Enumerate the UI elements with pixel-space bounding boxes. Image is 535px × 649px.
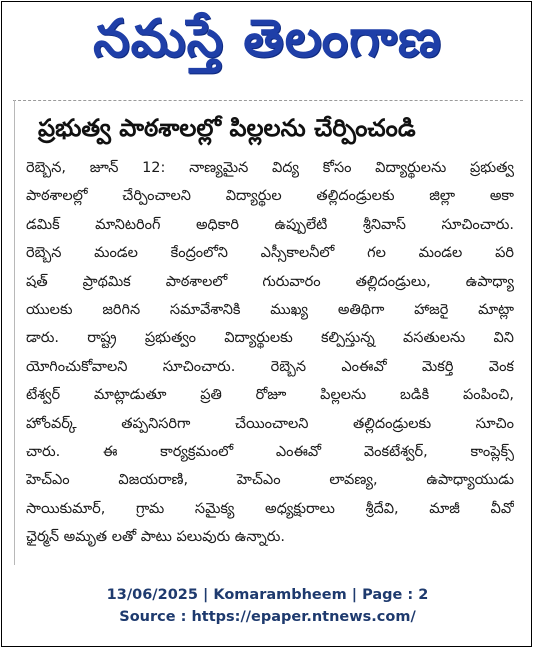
article-body [26,154,514,551]
article-line: యులకు జరిగిన సమావేశానికి ముఖ్య అతిథిగా హాజరై మాట్లా [26,301,514,318]
clipped-next-article-text [110,560,370,567]
article-line: సాయికుమార్, గ్రామ సమైక్య అధ్యక్షురాలు శ్రీదేవి, మాజీ వీవో [26,500,514,517]
article-line: డారు. రాష్ట్ర ప్రభుత్వం విద్యార్థులకు కల్పిస్తున్న వసతులను విని [26,330,514,347]
source-credit: Source : https://epaper.ntnews.com/ [119,609,416,625]
article-line: టేశ్వర్ మాట్లాడుతూ ప్రతి రోజూ పిల్లలను బడికి పంపించి, [26,387,514,404]
article-line: ఛైర్మన్ అమృత లతో పాటు పలువురు ఉన్నారు. [26,529,285,546]
article-line: షత్ ప్రాథమిక పాఠశాలలో గురువారం తల్లిదండ్రులు, ఉపాధ్యా [26,273,514,290]
article-line: పాఠశాలల్లో చేర్పించాలని విద్యార్థుల తల్లిదండ్రులకు జిల్లా అకా [26,188,514,205]
article-line: డమిక్ మానిటరింగ్ అధికారి ఉప్పులేటి శ్రీనివాస్ సూచించారు. [26,216,514,233]
column-top-divider [13,100,523,101]
article-line: హెచ్ఎం విజయరాణి, హెచ్ఎం లావణ్య, ఉపాధ్యాయుడు [26,472,514,489]
article-line: యోగించుకోవాలని సూచించారు. రెబ్బెన ఎంఈవో మెకర్తి వెంక [26,358,514,375]
column-left-divider [14,100,15,565]
article-line: చారు. ఈ కార్యక్రమంలో ఎంఈవో వెంకటేశ్వర్, కాంప్లెక్స్ [26,443,514,460]
edition-meta: 13/06/2025 | Komarambheem | Page : 2 [106,587,429,603]
article-line: హోంవర్క్ తప్పనిసరిగా చేయించాలని తల్లిదండ్రులకు సూచిం [26,415,514,432]
article-line: రెబ్బెన, జూన్ 12: నాణ్యమైన విద్య కోసం విద్యార్థులను ప్రభుత్వ [26,160,514,176]
newspaper-masthead: నమస్తే తెలంగాణ [93,9,442,69]
article-line: రెబ్బెన మండల కేంద్రంలోని ఎస్సీకాలనీలో గల మండల పరి [26,245,514,262]
article-headline: ప్రభుత్వ పాఠశాలల్లో పిల్లలను చేర్పించండి [38,114,416,142]
page-footer [0,584,535,628]
